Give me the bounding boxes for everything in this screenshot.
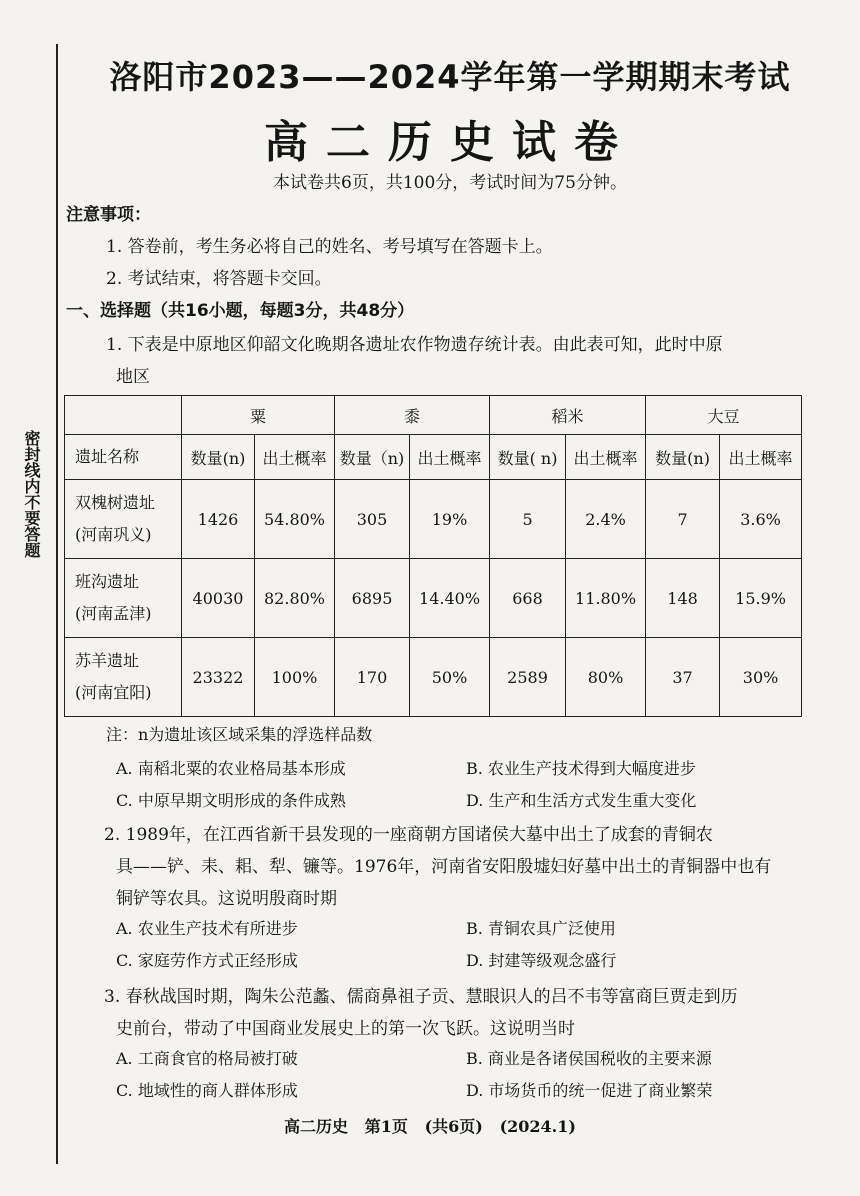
exam-subtitle: 高二历史试卷	[264, 117, 636, 168]
sub-header: 出土概率	[255, 435, 335, 480]
site-name-header: 遗址名称	[65, 435, 182, 480]
sub-header: 出土概率	[566, 435, 646, 480]
table-cell: 1426	[182, 480, 255, 559]
q2-option-a: A. 农业生产技术有所进步	[116, 919, 298, 938]
site-location: (河南巩义)	[75, 525, 152, 544]
q1-option-a: A. 南稻北粟的农业格局基本形成	[116, 759, 346, 778]
sub-header: 数量（n)	[335, 435, 410, 480]
binding-line	[56, 44, 58, 1164]
q2-stem: 2. 1989年，在江西省新干县发现的一座商朝方国诸侯大墓中出土了成套的青铜农	[104, 825, 713, 845]
table-cell: 19%	[410, 480, 490, 559]
q3-option-d: D. 市场货币的统一促进了商业繁荣	[466, 1081, 713, 1100]
q1-option-d: D. 生产和生活方式发生重大变化	[466, 791, 697, 810]
table-cell: 54.80%	[255, 480, 335, 559]
table-cell: 30%	[720, 638, 802, 717]
table-cell: 2589	[490, 638, 566, 717]
binding-warning: 密封线内不要答题	[22, 430, 41, 558]
table-row	[65, 480, 802, 559]
q1-option-b: B. 农业生产技术得到大幅度进步	[466, 759, 696, 778]
q2-stem-cont: 具——铲、耒、耜、犁、镰等。1976年，河南省安阳殷墟妇好墓中出土的青铜器中也有	[116, 857, 772, 877]
q3-option-b: B. 商业是各诸侯国税收的主要来源	[466, 1049, 712, 1068]
site-location: (河南宜阳)	[75, 683, 152, 702]
site-name-cell	[65, 559, 182, 638]
table-cell: 80%	[566, 638, 646, 717]
table-cell: 668	[490, 559, 566, 638]
q1-option-c: C. 中原早期文明形成的条件成熟	[116, 791, 346, 810]
table-cell: 23322	[182, 638, 255, 717]
table-cell: 148	[646, 559, 720, 638]
notice-item: 1. 答卷前，考生务必将自己的姓名、考号填写在答题卡上。	[106, 237, 553, 257]
q3-option-c: C. 地域性的商人群体形成	[116, 1081, 298, 1100]
site-name-cell	[65, 480, 182, 559]
sub-header: 数量(n)	[182, 435, 255, 480]
notice-item: 2. 考试结束，将答题卡交回。	[106, 269, 332, 289]
crop-remains-table	[64, 395, 802, 717]
table-cell: 7	[646, 480, 720, 559]
crop-header: 大豆	[646, 396, 802, 435]
table-cell: 14.40%	[410, 559, 490, 638]
q2-option-b: B. 青铜农具广泛使用	[466, 919, 616, 938]
site-name-cell	[65, 638, 182, 717]
table-cell: 6895	[335, 559, 410, 638]
exam-info: 本试卷共6页，共100分，考试时间为75分钟。	[273, 173, 627, 193]
site-name: 班沟遗址	[75, 572, 140, 591]
table-corner-cell	[65, 396, 182, 435]
q3-stem-cont: 史前台，带动了中国商业发展史上的第一次飞跃。这说明当时	[116, 1019, 575, 1039]
q2-option-c: C. 家庭劳作方式正经形成	[116, 951, 298, 970]
table-row	[65, 396, 802, 435]
crop-header: 黍	[335, 396, 490, 435]
table-cell: 2.4%	[566, 480, 646, 559]
table-cell: 100%	[255, 638, 335, 717]
q3-option-a: A. 工商食官的格局被打破	[116, 1049, 298, 1068]
q1-stem-cont: 地区	[116, 367, 150, 387]
site-name: 苏羊遗址	[75, 651, 140, 670]
table-cell: 11.80%	[566, 559, 646, 638]
sub-header: 数量( n)	[490, 435, 566, 480]
sub-header: 出土概率	[720, 435, 802, 480]
crop-header: 粟	[182, 396, 335, 435]
notice-title: 注意事项：	[66, 205, 151, 225]
table-cell: 50%	[410, 638, 490, 717]
sub-header: 数量(n)	[646, 435, 720, 480]
table-cell: 40030	[182, 559, 255, 638]
table-cell: 170	[335, 638, 410, 717]
table-cell: 37	[646, 638, 720, 717]
sub-header: 出土概率	[410, 435, 490, 480]
page-footer: 高二历史 第1页 (共6页) (2024.1)	[284, 1117, 576, 1136]
site-name: 双槐树遗址	[75, 493, 156, 512]
q1-stem: 1. 下表是中原地区仰韶文化晚期各遗址农作物遗存统计表。由此表可知，此时中原	[106, 335, 723, 355]
table-cell: 305	[335, 480, 410, 559]
crop-header: 稻米	[490, 396, 646, 435]
table-cell: 5	[490, 480, 566, 559]
table-cell: 3.6%	[720, 480, 802, 559]
table-row	[65, 638, 802, 717]
table-row	[65, 559, 802, 638]
site-location: (河南孟津)	[75, 604, 152, 623]
q3-stem: 3. 春秋战国时期，陶朱公范蠡、儒商鼻祖子贡、慧眼识人的吕不韦等富商巨贾走到历	[104, 987, 738, 1007]
q2-stem-cont: 铜铲等农具。这说明殷商时期	[116, 889, 337, 909]
q2-option-d: D. 封建等级观念盛行	[466, 951, 617, 970]
table-note: 注：n为遗址该区域采集的浮选样品数	[106, 725, 373, 744]
table-cell: 15.9%	[720, 559, 802, 638]
exam-title: 洛阳市2023——2024学年第一学期期末考试	[109, 58, 791, 96]
table-row	[65, 435, 802, 480]
table-cell: 82.80%	[255, 559, 335, 638]
section-title: 一、选择题（共16小题，每题3分，共48分）	[66, 301, 415, 321]
